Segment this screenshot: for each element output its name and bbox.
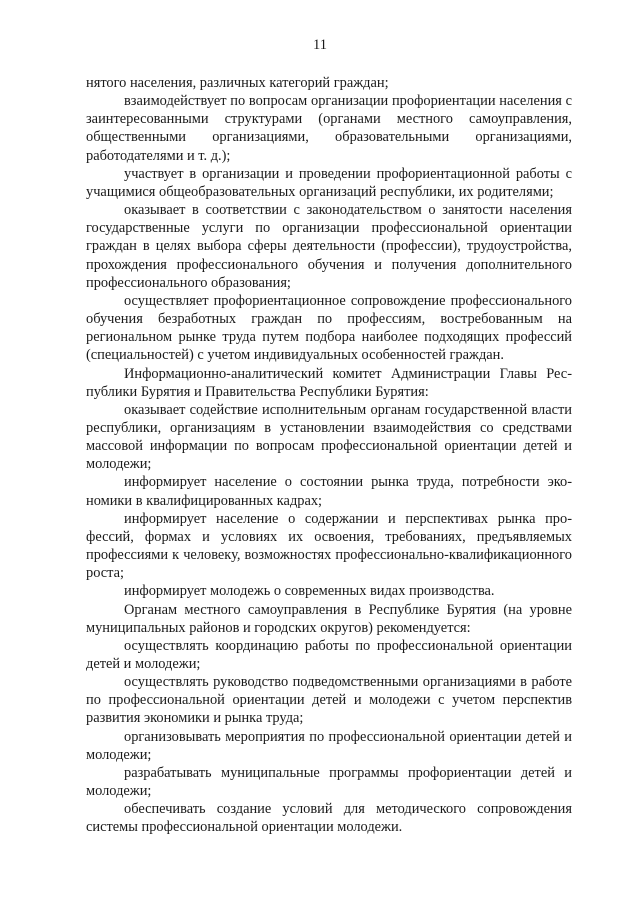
paragraph-6: Информационно-аналитический комитет Администрации Главы Республики Бурятия и Правительства Республики Бурятия: bbox=[86, 365, 572, 400]
paragraph-12: осуществлять координацию работы по профессиональной ориентации детей и молодежи; bbox=[86, 637, 572, 672]
paragraph-1: нятого населения, различных категорий граждан; bbox=[86, 75, 389, 91]
paragraph-4: оказывает в соответствии с законодательством о занятости населения государственные услуги по организации профессиональной ориентации граждан в целях выбора сферы деятельности (профессии), трудоустройства, прохождения профессионального обучения и получения дополнительного профессионального образования; bbox=[86, 202, 572, 291]
paragraph-13: осуществлять руководство подведомственными организациями в работе по профессиональной ориентации детей и молодежи с учетом перспектив развития экономики и рынка труда; bbox=[86, 674, 572, 727]
paragraph-10: информирует молодежь о современных видах производства. bbox=[124, 583, 495, 600]
paragraph-7: оказывает содействие исполнительным органам государственной власти республики, организациям в установлении взаимодействия со средствами массовой информации по вопросам профессиональной ориентации детей и молодежи; bbox=[86, 401, 572, 473]
page-number: 11 bbox=[313, 37, 327, 53]
paragraph-8: информирует население о состоянии рынка труда, потребности экономики в квалифицированных кадрах; bbox=[86, 474, 572, 509]
paragraph-2: взаимодействует по вопросам организации профориентации населения с заинтересованными структурами (органами местного самоуправления, общественными организациями, образовательными организациями, работодателями и т. д.); bbox=[86, 93, 572, 164]
paragraph-5: осуществляет профориентационное сопровождение профессионального обучения безработных граждан по профессиям, востребованным на региональном рынке труда путем подбора наиболее подходящих профессий (специальностей) с учетом индивидуальных особенностей граждан. bbox=[86, 292, 572, 364]
paragraph-15: разрабатывать муниципальные программы профориентации детей и молодежи; bbox=[86, 764, 572, 800]
paragraph-3: участвует в организации и проведении профориентационной работы с учащимися общеобразовательных организаций республики, их родителями; bbox=[86, 165, 572, 200]
paragraph-16: обеспечивать создание условий для методического сопровождения системы профессиональной ориентации молодежи. bbox=[86, 801, 572, 836]
paragraph-14: организовывать мероприятия по профессиональной ориентации детей и молодежи; bbox=[86, 728, 572, 763]
document-body bbox=[86, 74, 572, 837]
paragraph-11: Органам местного самоуправления в Республике Бурятия (на уровне муниципальных районов и городских округов) рекомендуется: bbox=[86, 601, 572, 636]
paragraph-9: информирует население о содержании и перспективах рынка профессий, формах и условиях их освоения, требованиях, предъявляемых профессиями к человеку, возможностях профессионально-квалификационного роста; bbox=[86, 510, 572, 582]
